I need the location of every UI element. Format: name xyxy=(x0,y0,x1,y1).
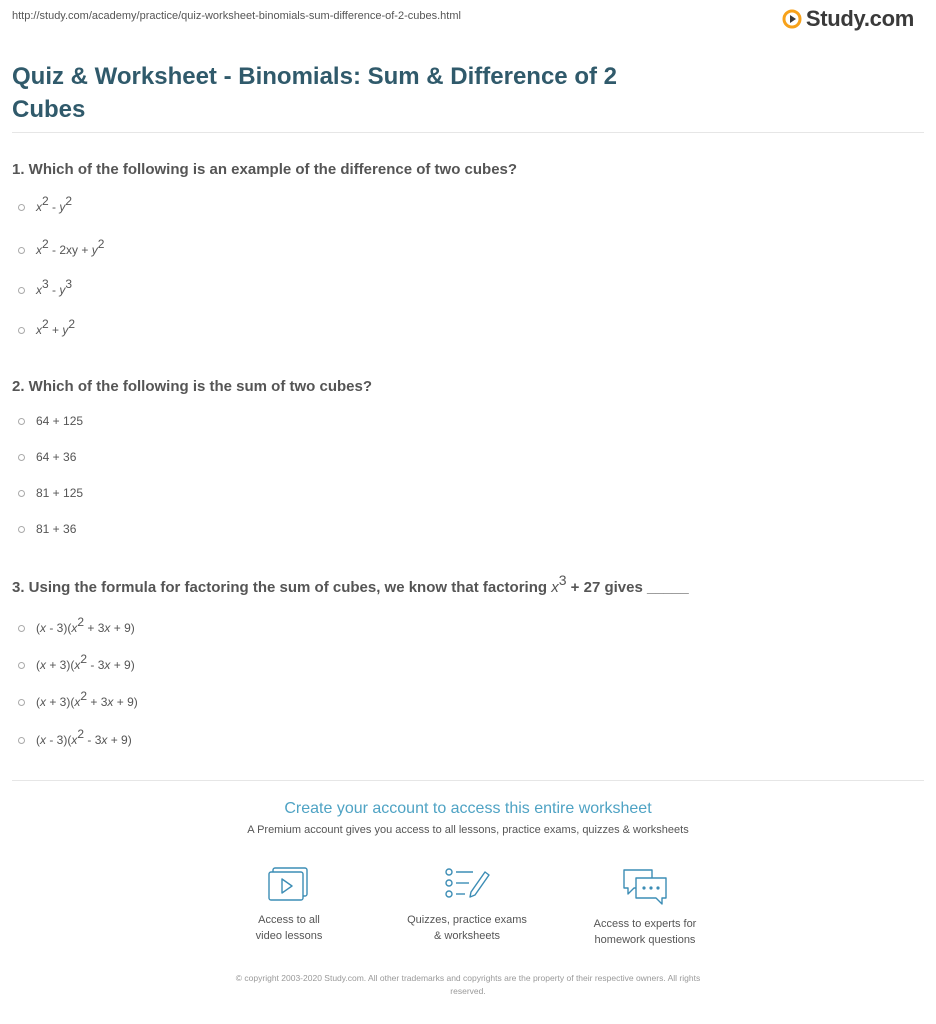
radio-button[interactable] xyxy=(18,287,25,294)
option-label: 81 + 125 xyxy=(36,486,84,500)
option-label: 64 + 36 xyxy=(36,450,77,464)
option-label: $(x - 3)(x^2 + 3x + 9)$ xyxy=(36,615,135,635)
radio-button[interactable] xyxy=(18,699,25,706)
option-label: 81 + 36 xyxy=(36,522,77,536)
question-1-option-2[interactable] xyxy=(18,237,105,257)
option-label: $x^3 - y^3$ xyxy=(36,277,73,297)
divider xyxy=(12,132,924,133)
question-3-option-1[interactable] xyxy=(18,615,135,635)
radio-button[interactable] xyxy=(18,490,25,497)
question-2-option-1[interactable] xyxy=(18,414,83,428)
feature-video-lessons xyxy=(209,866,369,944)
question-2: 2. Which of the following is the sum of two cubes? xyxy=(12,378,372,395)
cta-subtitle: A Premium account gives you access to all lessons, practice exams, quizzes & worksheets xyxy=(247,824,689,836)
page-title-line1: Quiz & Worksheet - Binomials: Sum & Difference of 2 xyxy=(12,63,617,90)
divider xyxy=(12,780,924,781)
radio-button[interactable] xyxy=(18,662,25,669)
option-label: $x^2 - 2xy + y^2$ xyxy=(36,237,105,257)
page-url: http://study.com/academy/practice/quiz-worksheet-binomials-sum-difference-of-2-cubes.html xyxy=(12,10,461,22)
question-2-option-3[interactable] xyxy=(18,486,83,500)
question-3-option-2[interactable] xyxy=(18,652,135,672)
page-title xyxy=(12,60,712,126)
quiz-list-icon xyxy=(443,866,491,902)
feature-label: Quizzes, practice exams & worksheets xyxy=(407,914,527,942)
question-1-option-1[interactable] xyxy=(18,194,73,214)
radio-button[interactable] xyxy=(18,625,25,632)
feature-quizzes xyxy=(387,866,547,944)
question-2-option-2[interactable] xyxy=(18,450,76,464)
feature-label: Access to all video lessons xyxy=(255,914,323,942)
feature-experts xyxy=(565,866,725,948)
study-logo[interactable] xyxy=(782,6,914,32)
radio-button[interactable] xyxy=(18,737,25,744)
question-1-option-4[interactable] xyxy=(18,317,76,337)
question-3-option-4[interactable] xyxy=(18,727,132,747)
radio-button[interactable] xyxy=(18,247,25,254)
option-label: $x^2 - y^2$ xyxy=(36,194,73,214)
radio-button[interactable] xyxy=(18,327,25,334)
feature-label: Access to experts for homework questions xyxy=(593,918,697,946)
radio-button[interactable] xyxy=(18,418,25,425)
cta-title[interactable]: Create your account to access this entire worksheet xyxy=(284,800,652,817)
option-label: 64 + 125 xyxy=(36,414,84,428)
copyright: © copyright 2003-2020 Study.com. All other trademarks and copyrights are the property of their respective owners. All rights reserved. xyxy=(235,973,701,996)
option-label: $(x - 3)(x^2 - 3x + 9)$ xyxy=(36,727,132,747)
question-2-option-4[interactable] xyxy=(18,522,76,536)
logo-text: Study.com xyxy=(805,6,914,31)
video-lesson-icon xyxy=(267,866,311,902)
radio-button[interactable] xyxy=(18,454,25,461)
chat-bubbles-icon xyxy=(620,866,670,906)
radio-button[interactable] xyxy=(18,526,25,533)
page-title-line2: Cubes xyxy=(12,96,86,123)
question-1-option-3[interactable] xyxy=(18,277,73,297)
play-circle-icon xyxy=(782,9,802,29)
option-label: $(x + 3)(x^2 + 3x + 9)$ xyxy=(36,689,138,709)
question-3-option-3[interactable] xyxy=(18,689,138,709)
option-label: $(x + 3)(x^2 - 3x + 9)$ xyxy=(36,652,135,672)
option-label: $x^2 + y^2$ xyxy=(36,317,76,337)
question-3: 3. Using the formula for factoring the sum of cubes, we know that factoring $x^3 + 27$ gives _____ xyxy=(12,572,689,596)
question-1: 1. Which of the following is an example of the difference of two cubes? xyxy=(12,161,518,178)
radio-button[interactable] xyxy=(18,204,25,211)
